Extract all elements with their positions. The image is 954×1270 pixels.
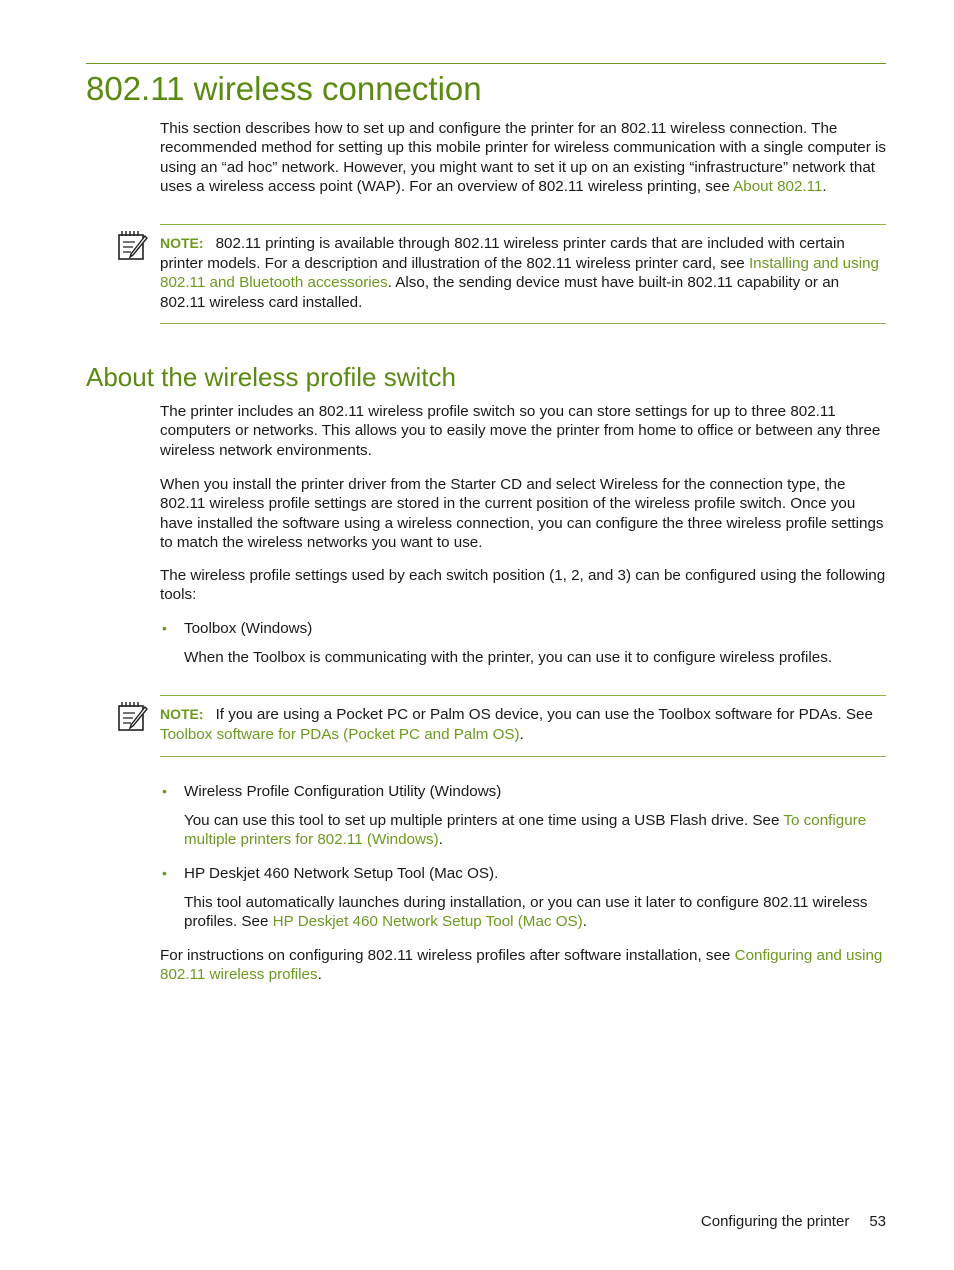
bullet-toolbox-title: Toolbox (Windows) <box>184 620 313 637</box>
closing-paragraph: For instructions on configuring 802.11 wireless profiles after software installation, see Configuring and using 802.11 wireless profiles. <box>160 947 883 984</box>
section-title: 802.11 wireless connection <box>86 70 482 107</box>
bullet-setup-tool-title: HP Deskjet 460 Network Setup Tool (Mac OS). <box>184 865 499 882</box>
page-number: 53 <box>869 1213 886 1230</box>
toolbox-pdas-link[interactable]: Toolbox software for PDAs (Pocket PC and Palm OS) <box>160 725 520 743</box>
intro-paragraph: This section describes how to set up and configure the printer for an 802.11 wireless connection. The recommended method for setting up this mobile printer for wireless communication with a single computer is using an “ad hoc” network. However, you might want to set it up on an existing “infrastructure” network that uses a wireless access point (WAP). For an overview of 802.11 wireless printing, see About 802.11. <box>160 120 886 195</box>
bullet-marker: • <box>162 865 167 881</box>
footer-section-name: Configuring the printer <box>700 1213 850 1230</box>
bullet-marker: • <box>162 783 167 799</box>
note-box-1 <box>160 224 886 324</box>
note-pencil-icon <box>116 699 150 733</box>
note-pencil-icon <box>116 228 150 262</box>
profile-switch-paragraph-1: The printer includes an 802.11 wireless profile switch so you can store settings for up to three 802.11 computers or networks. This allows you to easily move the printer from home to office or between any three wireless network environments. <box>160 403 881 459</box>
network-setup-tool-link[interactable]: HP Deskjet 460 Network Setup Tool (Mac OS) <box>272 913 583 931</box>
bullet-toolbox-text: When the Toolbox is communicating with the printer, you can use it to configure wireless profiles. <box>184 649 833 666</box>
note-2-text: NOTE: If you are using a Pocket PC or Palm OS device, you can use the Toolbox software for PDAs. See Toolbox software for PDAs (Pocket PC and Palm OS). <box>160 706 873 743</box>
configure-multiple-printers-link[interactable]: To configure multiple printers for 802.11 (Windows) <box>184 812 867 849</box>
page-footer <box>701 1213 886 1230</box>
about-802-11-link[interactable]: About 802.11 <box>733 177 823 195</box>
bullet-setup-tool-text: This tool automatically launches during installation, or you can use it later to configure 802.11 wireless profiles. See HP Deskjet 460 Network Setup Tool (Mac OS). <box>184 894 868 931</box>
installing-accessories-link[interactable]: Installing and using 802.11 and Bluetooth accessories <box>160 254 879 291</box>
profile-switch-paragraph-3: The wireless profile settings used by each switch position (1, 2, and 3) can be configured using the following tools: <box>160 567 886 604</box>
profile-switch-paragraph-2: When you install the printer driver from the Starter CD and select Wireless for the connection type, the 802.11 wireless profile settings are stored in the current position of the wireless profile switch. Once you have installed the software using a wireless connection, you can configure the three wireless profile settings to match the wireless networks you want to use. <box>160 476 884 551</box>
top-rule <box>86 63 886 64</box>
note-label: NOTE: <box>160 235 204 251</box>
note-box-2 <box>160 695 886 757</box>
bullet-utility-title: Wireless Profile Configuration Utility (Windows) <box>184 783 502 800</box>
bullet-utility-text: You can use this tool to set up multiple printers at one time using a USB Flash drive. See To configure multiple printers for 802.11 (Windows). <box>184 812 867 849</box>
bullet-marker: • <box>162 620 167 636</box>
subsection-title: About the wireless profile switch <box>86 362 456 392</box>
note-1-text: NOTE: 802.11 printing is available through 802.11 wireless printer cards that are included with certain printer models. For a description and illustration of the 802.11 wireless printer card, see Installing and using 802.11 and Bluetooth accessories. Also, the sending device must have built-in 802.11 capability or an 802.11 wireless card installed. <box>160 235 879 311</box>
configuring-profiles-link[interactable]: Configuring and using 802.11 wireless profiles <box>160 947 883 984</box>
note-label: NOTE: <box>160 706 204 722</box>
